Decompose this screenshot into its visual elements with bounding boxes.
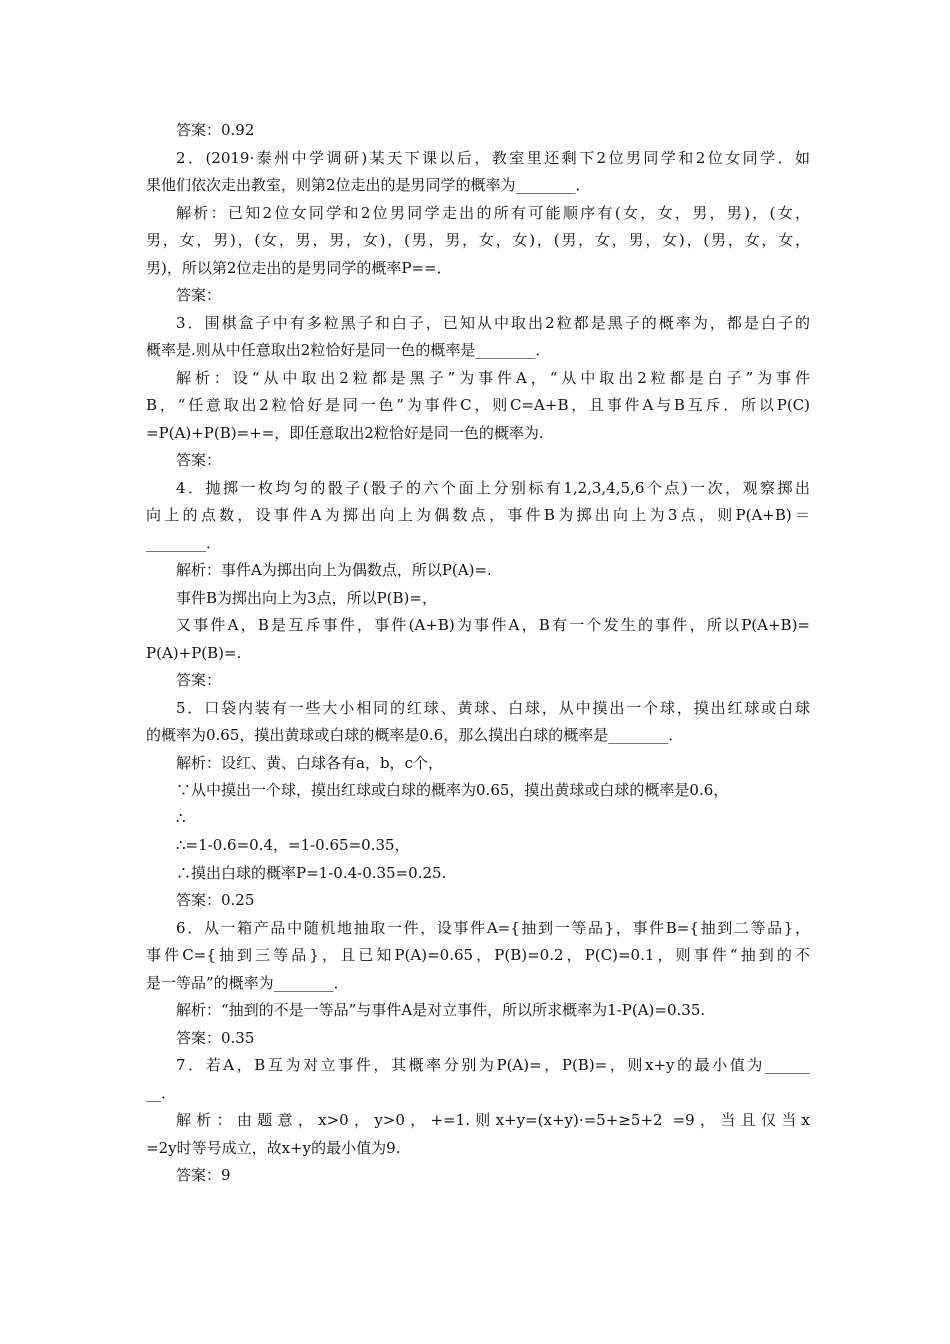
document-body (146, 117, 810, 1190)
text-line: 解析：已知2位女同学和2位男同学走出的所有可能顺序有(女，女，男，男)，(女， (176, 203, 810, 222)
text-line: 的概率为0.65，摸出黄球或白球的概率是0.6，那么摸出白球的概率是________． (146, 726, 684, 744)
text-line: 是一等品”的概率为________． (146, 973, 349, 992)
text-line: ∴=1-0.6=0.4，=1-0.65=0.35， (176, 836, 410, 854)
text-line: 解析：由题意，x>0，y>0，+=1.则x+y=(x+y)·=5+≥5+2 =9，当且仅当x (176, 1111, 810, 1129)
text-line: 答案： (176, 671, 222, 689)
text-line: 答案：0.92 (176, 121, 255, 139)
text-line: B，“任意取出2粒恰好是同一色”为事件C，则C=A+B，且事件A与B互斥．所以P(C) (146, 396, 810, 414)
text-line: ∴摸出白球的概率P=1-0.4-0.35=0.25. (176, 863, 447, 882)
text-line: 2．(2019·泰州中学调研)某天下课以后，教室里还剩下2位男同学和2位女同学．如 (176, 148, 810, 167)
text-line: 答案：0.35 (176, 1028, 255, 1047)
text-line: 7．若A，B互为对立事件，其概率分别为P(A)=，P(B)=，则x+y的最小值为______ (176, 1056, 810, 1074)
text-line: 男)，所以第2位走出的是男同学的概率P==． (146, 258, 452, 277)
text-line: 6．从一箱产品中随机地抽取一件，设事件A={抽到一等品}，事件B={抽到二等品}， (176, 918, 810, 937)
text-line: 概率是.则从中任意取出2粒恰好是同一色的概率是________． (146, 341, 551, 359)
text-line: 答案： (176, 451, 222, 469)
text-line: =2y时等号成立，故x+y的最小值为9. (146, 1138, 401, 1157)
text-line: P(A)+P(B)=. (146, 643, 242, 662)
text-line: 3．围棋盒子中有多粒黑子和白子，已知从中取出2粒都是黑子的概率为，都是白子的 (176, 313, 810, 332)
text-line: 男，女，男)，(女，男，男，女)，(男，男，女，女)，(男，女，男，女)，(男，女，女， (146, 231, 810, 249)
text-line: ∴ (176, 808, 186, 827)
text-line: __． (146, 1083, 177, 1102)
text-line: ________． (146, 533, 222, 552)
text-line: 5．口袋内装有一些大小相同的红球、黄球、白球，从中摸出一个球，摸出红球或白球 (176, 698, 810, 717)
text-line: 解析：“抽到的不是一等品”与事件A是对立事件，所以所求概率为1-P(A)=0.35. (176, 1001, 706, 1019)
text-line: ∵从中摸出一个球，摸出红球或白球的概率为0.65，摸出黄球或白球的概率是0.6， (176, 781, 729, 799)
text-line: 事件C={抽到三等品}，且已知P(A)=0.65，P(B)=0.2，P(C)=0.1，则事件“抽到的不 (146, 946, 810, 964)
text-line: =P(A)+P(B)=+=，即任意取出2粒恰好是同一色的概率为. (146, 423, 544, 442)
text-line: 又事件A，B是互斥事件，事件(A+B)为事件A，B有一个发生的事件，所以P(A+B)= (176, 616, 810, 634)
text-line: 果他们依次走出教室，则第2位走出的是男同学的概率为________． (146, 176, 591, 194)
text-line: 解析：设红、黄、白球各有a，b，c个， (176, 753, 443, 772)
text-line: 解析：设“从中取出2粒都是黑子”为事件A，“从中取出2粒都是白子”为事件 (176, 368, 810, 387)
text-line: 4．抛掷一枚均匀的骰子(骰子的六个面上分别标有1,2,3,4,5,6个点)一次，观察掷出 (176, 478, 810, 497)
text-line: 答案：0.25 (176, 891, 255, 909)
text-line: 解析：事件A为掷出向上为偶数点，所以P(A)=. (176, 561, 492, 579)
text-line: 答案： (176, 286, 222, 304)
text-line: 向上的点数，设事件A为掷出向上为偶数点，事件B为掷出向上为3点，则P(A+B)＝ (146, 506, 810, 524)
text-line: 事件B为掷出向上为3点，所以P(B)=， (176, 588, 437, 607)
text-line: 答案：9 (176, 1166, 231, 1184)
